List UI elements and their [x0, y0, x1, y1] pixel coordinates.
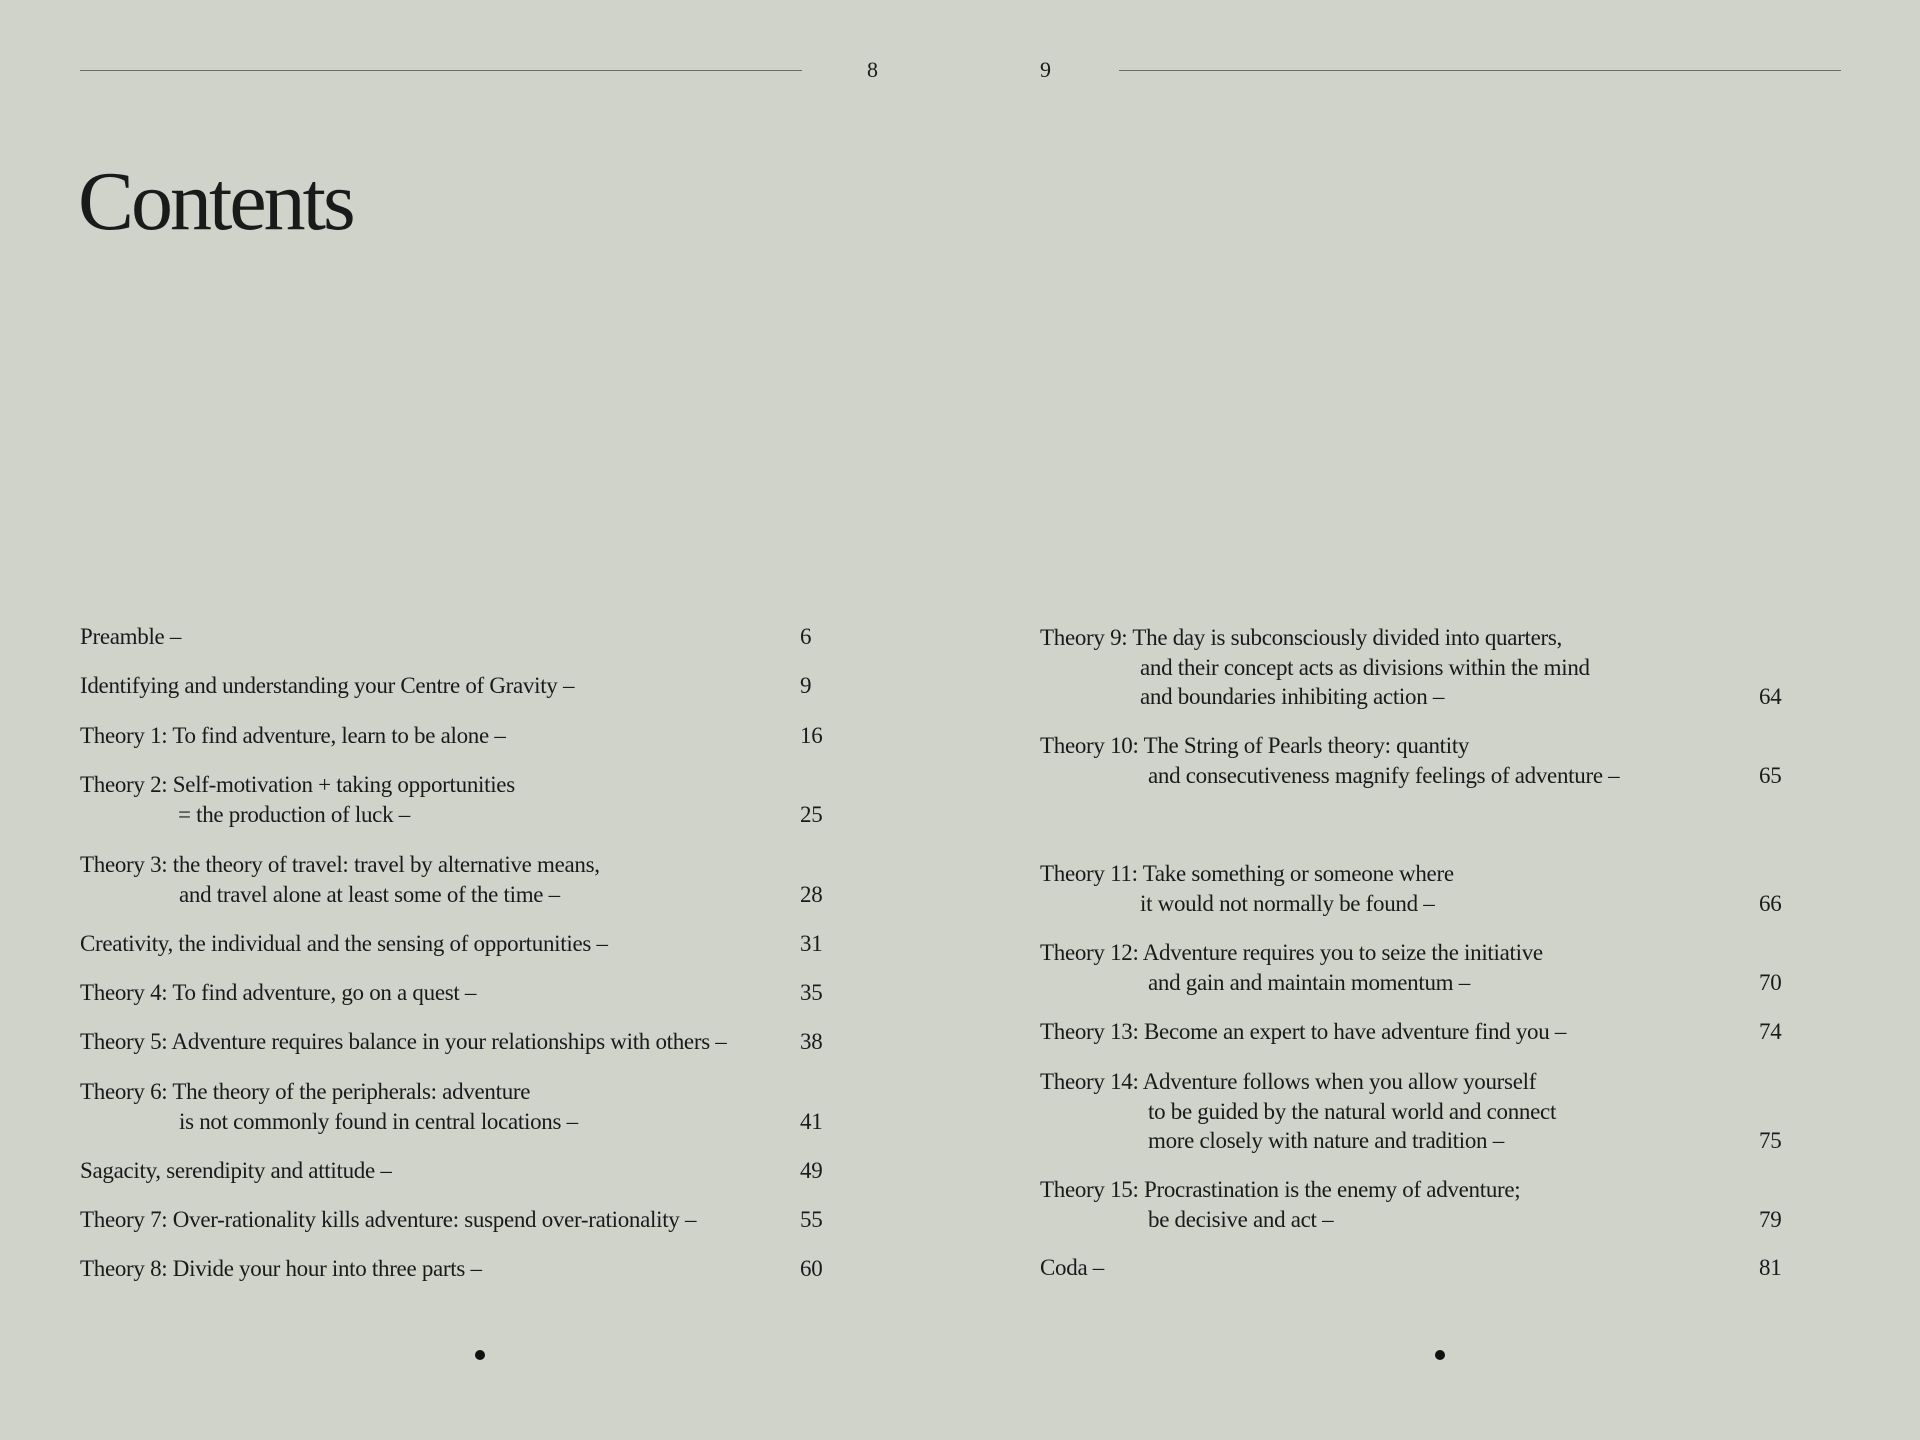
- toc-left-entry: [80, 1254, 840, 1284]
- toc-entry-text: and gain and maintain momentum –: [1148, 969, 1470, 995]
- toc-left-entry: [80, 1156, 840, 1186]
- toc-entry-text: = the production of luck –: [178, 801, 410, 827]
- toc-entry-text: Theory 11: Take something or someone where: [1040, 861, 1454, 886]
- toc-right-entry: [1040, 1017, 1800, 1047]
- toc-left-entry: [80, 1205, 840, 1235]
- toc-entry-page-number: 66: [1759, 890, 1782, 916]
- toc-entry-text: Sagacity, serendipity and attitude –: [80, 1158, 392, 1183]
- toc-entry-text: Theory 15: Procrastination is the enemy of adventure;: [1040, 1177, 1521, 1202]
- toc-entry-text: and consecutiveness magnify feelings of adventure –: [1148, 762, 1620, 788]
- toc-left-entry: [80, 622, 840, 652]
- page-marker-dot-right: [1435, 1350, 1445, 1360]
- toc-entry-text: Theory 8: Divide your hour into three parts –: [80, 1256, 482, 1281]
- toc-entry-page-number: 64: [1759, 684, 1782, 709]
- page-number-left: 8: [867, 57, 878, 82]
- toc-entry-page-number: 28: [800, 881, 823, 907]
- toc-entry-text: it would not normally be found –: [1140, 890, 1435, 916]
- toc-entry-text: and their concept acts as divisions within the mind: [1140, 654, 1590, 680]
- toc-entry-text: Theory 6: The theory of the peripherals: adventure: [80, 1079, 531, 1104]
- toc-entry-page-number: 49: [800, 1158, 823, 1183]
- toc-right-entry: [1040, 938, 1800, 997]
- toc-entry-text: Coda –: [1040, 1255, 1104, 1280]
- toc-left-entry: [80, 770, 840, 829]
- toc-entry-page-number: 41: [800, 1108, 823, 1134]
- toc-entry-text: is not commonly found in central locations –: [179, 1108, 578, 1134]
- page-number-right: 9: [1040, 57, 1051, 82]
- toc-entry-text: Theory 12: Adventure requires you to seize the initiative: [1040, 940, 1543, 965]
- toc-entry-text: Theory 7: Over-rationality kills adventure: suspend over-rationality –: [80, 1207, 697, 1232]
- toc-entry-text: Theory 3: the theory of travel: travel by alternative means,: [80, 852, 600, 877]
- toc-entry-page-number: 35: [800, 980, 823, 1005]
- page-title: Contents: [78, 155, 353, 248]
- toc-entry-page-number: 75: [1759, 1128, 1782, 1153]
- toc-entry-page-number: 55: [800, 1207, 823, 1232]
- toc-entry-page-number: 74: [1759, 1019, 1782, 1044]
- toc-left-entry: [80, 978, 840, 1008]
- toc-entry-text: more closely with nature and tradition –: [1148, 1128, 1504, 1153]
- toc-entry-text: Preamble –: [80, 624, 182, 649]
- toc-entry-text: to be guided by the natural world and connect: [1148, 1098, 1557, 1124]
- toc-entry-text: Creativity, the individual and the sensing of opportunities –: [80, 931, 608, 956]
- toc-left-entry: [80, 850, 840, 909]
- toc-entry-text: Identifying and understanding your Centre of Gravity –: [80, 673, 575, 698]
- toc-left-entry: [80, 1077, 840, 1136]
- toc-entry-page-number: 60: [800, 1256, 823, 1281]
- toc-entry-text: and travel alone at least some of the time –: [179, 881, 560, 907]
- toc-entry-page-number: 16: [800, 723, 823, 748]
- toc-entry-page-number: 38: [800, 1029, 823, 1054]
- toc-right-entry: [1040, 1253, 1800, 1283]
- toc-entry-page-number: 6: [800, 624, 812, 649]
- toc-entry-page-number: 9: [800, 673, 812, 698]
- toc-entry-page-number: 31: [800, 931, 823, 956]
- toc-right-entry: [1040, 859, 1800, 918]
- toc-entry-text: Theory 4: To find adventure, go on a quest –: [80, 980, 477, 1005]
- toc-entry-page-number: 65: [1759, 762, 1782, 788]
- toc-right-entry: [1040, 1067, 1800, 1156]
- toc-entry-text: Theory 5: Adventure requires balance in your relationships with others –: [80, 1029, 727, 1054]
- toc-entry-page-number: 81: [1759, 1255, 1782, 1280]
- toc-entry-text: Theory 2: Self-motivation + taking opportunities: [80, 772, 515, 797]
- toc-entry-text: and boundaries inhibiting action –: [1140, 684, 1445, 709]
- toc-left-entry: [80, 671, 840, 701]
- page-marker-dot-left: [475, 1350, 485, 1360]
- toc-left-entry: [80, 1027, 840, 1057]
- toc-entry-text: Theory 10: The String of Pearls theory: quantity: [1040, 733, 1470, 758]
- toc-entry-text: Theory 13: Become an expert to have adventure find you –: [1040, 1019, 1567, 1044]
- toc-entry-text: Theory 14: Adventure follows when you allow yourself: [1040, 1069, 1537, 1094]
- toc-entry-page-number: 25: [800, 801, 823, 827]
- toc-entry-text: be decisive and act –: [1148, 1206, 1334, 1232]
- toc-entry-page-number: 79: [1759, 1206, 1782, 1232]
- header-rule-right: [1119, 70, 1841, 71]
- toc-right-entry: [1040, 731, 1800, 790]
- toc-entry-text: Theory 9: The day is subconsciously divided into quarters,: [1040, 625, 1562, 650]
- toc-entry-page-number: 70: [1759, 969, 1782, 995]
- toc-right-entry: [1040, 623, 1800, 712]
- header-rule-left: [80, 70, 802, 71]
- toc-left-entry: [80, 721, 840, 751]
- toc-left-entry: [80, 929, 840, 959]
- toc-entry-text: Theory 1: To find adventure, learn to be alone –: [80, 723, 506, 748]
- toc-right-entry: [1040, 1175, 1800, 1234]
